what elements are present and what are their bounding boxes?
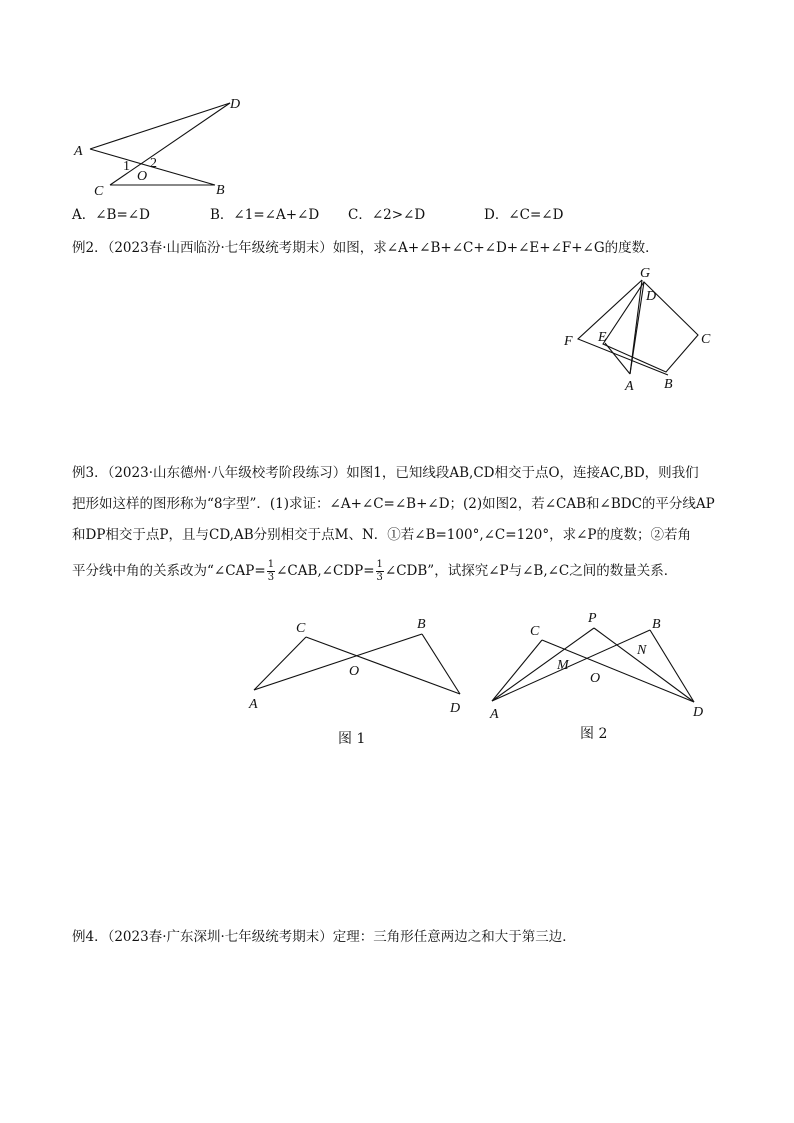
label-B: B xyxy=(652,617,661,632)
label-G: G xyxy=(640,266,651,281)
label-A: A xyxy=(249,697,258,712)
example-3-line-1: 例3．（2023·山东德州·八年级校考阶段练习）如图1，已知线段AB,CD相交于点O，连接AC,BD，则我们 xyxy=(72,465,699,481)
figure-example-2 xyxy=(560,262,720,398)
option-b[interactable]: B．∠1=∠A+∠D xyxy=(210,207,320,223)
label-angle-1: 1 xyxy=(123,159,130,174)
option-d[interactable]: D．∠C=∠D xyxy=(484,207,564,223)
option-a[interactable]: A．∠B=∠D xyxy=(72,207,150,223)
label-B: B xyxy=(417,617,426,632)
figure-example-3-fig1 xyxy=(244,610,474,720)
label-A: A xyxy=(625,379,634,394)
label-A: A xyxy=(490,707,499,722)
option-c[interactable]: C．∠2>∠D xyxy=(348,207,426,223)
example-3-line-2: 把形如这样的图形称为“8字型”．(1)求证：∠A+∠C=∠B+∠D；(2)如图2，若∠CAB和∠BDC的平分线AP xyxy=(72,496,715,512)
label-O: O xyxy=(590,671,601,686)
label-B: B xyxy=(216,183,225,198)
label-C: C xyxy=(296,621,306,636)
label-F: F xyxy=(564,334,573,349)
label-angle-2: 2 xyxy=(150,156,157,171)
label-C: C xyxy=(530,624,540,639)
label-D: D xyxy=(230,97,241,112)
label-C: C xyxy=(701,332,711,347)
label-D: D xyxy=(450,701,461,716)
label-C: C xyxy=(94,184,104,199)
label-A: A xyxy=(74,144,83,159)
label-O: O xyxy=(137,169,148,184)
figure-angle-crossing xyxy=(70,92,260,200)
example-3-line-4: 平分线中角的关系改为“∠CAP= $\frac{1}{3}$ ∠CAB,∠CDP= $\frac{1}{3}$ ∠CDB”，试探究∠P与∠B,∠C之间的数量关系． xyxy=(72,559,678,583)
label-D: D xyxy=(646,289,657,304)
label-O: O xyxy=(349,664,360,679)
example-3-line-3: 和DP相交于点P，且与CD,AB分别相交于点M、N．①若∠B=100°,∠C=120°，求∠P的度数；②若角 xyxy=(72,527,691,543)
example-2-text: 例2．（2023春·山西临汾·七年级统考期末）如图，求∠A+∠B+∠C+∠D+∠E+∠F+∠G的度数． xyxy=(72,240,659,256)
example-4-text: 例4．（2023春·广东深圳·七年级统考期末）定理：三角形任意两边之和大于第三边． xyxy=(72,929,576,945)
label-E: E xyxy=(598,330,607,345)
caption-figure-1: 图 1 xyxy=(338,731,366,747)
label-N: N xyxy=(637,643,647,658)
label-D: D xyxy=(693,705,704,720)
label-M: M xyxy=(557,658,569,673)
caption-figure-2: 图 2 xyxy=(580,726,608,742)
label-B: B xyxy=(664,377,673,392)
figure-example-3-fig2 xyxy=(482,604,722,724)
label-P: P xyxy=(588,611,597,626)
fraction-one-third: $\frac{1}{3}$ xyxy=(267,559,275,583)
fraction-one-third: $\frac{1}{3}$ xyxy=(376,559,383,583)
